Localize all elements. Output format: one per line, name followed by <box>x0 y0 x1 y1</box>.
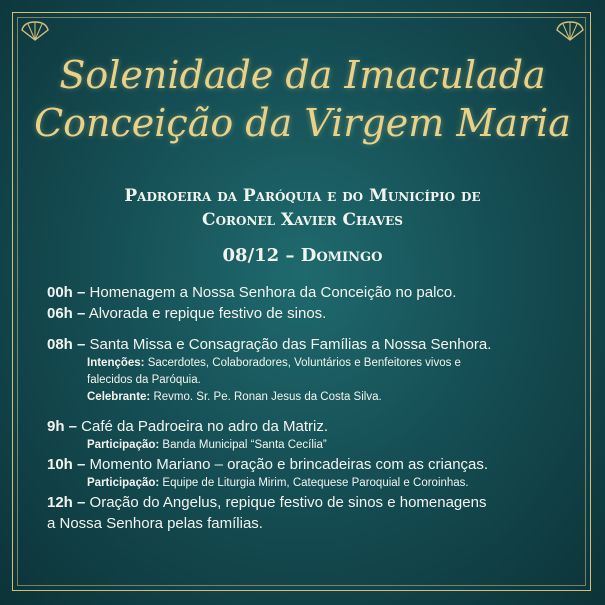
schedule-time: 06h – <box>47 305 86 322</box>
schedule-detail: Participação: Banda Municipal “Santa Cecília” <box>87 439 327 451</box>
schedule-text: Santa Missa e Consagração das Famílias a Nossa Senhora. <box>85 336 492 353</box>
schedule-item <box>47 454 577 475</box>
schedule-item-cont <box>47 513 577 534</box>
schedule-text: Homenagem a Nossa Senhora da Conceição no palco. <box>85 284 457 301</box>
schedule-time: 08h – <box>47 336 86 353</box>
event-date: 08/12 – Domingo <box>222 245 383 266</box>
schedule-item <box>47 282 577 303</box>
schedule-text: a Nossa Senhora pelas famílias. <box>47 515 263 532</box>
schedule-text: Alvorada e repique festivo de sinos. <box>85 305 327 322</box>
schedule-text: Oração do Angelus, repique festivo de sinos e homenagens <box>85 494 487 511</box>
schedule-item <box>47 303 577 324</box>
schedule-detail: Intenções: Sacerdotes, Colaboradores, Voluntários e Benfeitores vivos e <box>87 357 461 369</box>
schedule <box>47 282 577 534</box>
schedule-time: 10h – <box>47 456 86 473</box>
schedule-time: 9h – <box>47 418 78 435</box>
title-line-1: Solenidade da Imaculada <box>59 53 546 97</box>
schedule-detail: Participação: Equipe de Liturgia Mirim, Catequese Paroquial e Coroinhas. <box>87 477 469 489</box>
schedule-detail: Celebrante: Revmo. Sr. Pe. Ronan Jesus da Costa Silva. <box>87 391 382 403</box>
schedule-time: 00h – <box>47 284 86 301</box>
shell-icon <box>20 20 50 42</box>
schedule-detail: falecidos da Paróquia. <box>87 374 201 386</box>
schedule-item <box>47 492 577 513</box>
schedule-text: Café da Padroeira no adro da Matriz. <box>77 418 328 435</box>
subtitle-line-2: Coronel Xavier Chaves <box>202 210 403 230</box>
schedule-time: 12h – <box>47 494 86 511</box>
shell-icon <box>555 20 585 42</box>
schedule-item <box>47 334 577 355</box>
schedule-item <box>47 416 577 437</box>
subtitle-line-1: Padroeira da Paróquia e do Município de <box>124 186 481 206</box>
title-line-2: Conceição da Virgem Maria <box>34 101 571 145</box>
schedule-text: Momento Mariano – oração e brincadeiras com as crianças. <box>85 456 489 473</box>
